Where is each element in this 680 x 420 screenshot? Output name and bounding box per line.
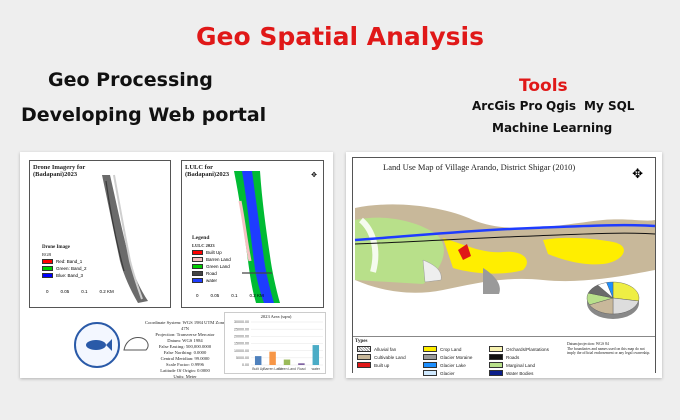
legend-item (423, 346, 489, 352)
legend-grid (357, 346, 555, 376)
area-bar-chart (224, 312, 326, 374)
coordinate-info (144, 320, 226, 380)
scale-tick: 0.2 KM (249, 293, 264, 298)
service-geo-processing: Geo Processing (48, 69, 213, 91)
legend-swatch (192, 264, 203, 269)
lulc-map (181, 160, 324, 308)
legend-swatch (489, 346, 503, 352)
drone-strip (30, 161, 172, 309)
coord-line: Coordinate System: WGS 1984 UTM Zone 47N (145, 320, 225, 331)
drone-imagery-map (29, 160, 171, 308)
legend-swatch (357, 354, 371, 360)
scale-tick: 0 (196, 293, 199, 298)
legend-swatch (357, 346, 371, 352)
bar (298, 363, 304, 365)
legend-label: Barren Land (206, 257, 231, 262)
legend-item (489, 354, 555, 360)
drone-scale-bar (46, 289, 114, 294)
y-tick-label: 25000.00 (234, 327, 249, 332)
lulc-legend (192, 235, 231, 285)
legend-row (192, 278, 231, 283)
legend-row (192, 257, 231, 262)
compass-icon: ✥ (311, 172, 317, 179)
legend-row (42, 273, 87, 278)
tool-machine-learning: Machine Learning (492, 121, 613, 135)
projection-note: Datum/projection: WGS 84 The boundaries and names used on this map do not imply the official endorsement or any legal ownership. (567, 342, 651, 356)
legend-label: Glacier (440, 370, 455, 376)
legend-label: Green: Band_2 (56, 266, 87, 271)
y-tick-label: 10000.00 (234, 348, 249, 353)
x-category-label: Built Up (252, 367, 265, 371)
lulc-scale-bar (196, 293, 264, 298)
drone-legend (42, 245, 87, 280)
land-use-legend (353, 336, 655, 376)
department-logo (74, 322, 120, 368)
legend-label: Blue: Band_3 (56, 273, 84, 278)
service-web-portal: Developing Web portal (21, 104, 267, 126)
lulc-legend-sub: LULC 2023 (192, 243, 215, 248)
bar (313, 345, 319, 365)
legend-swatch (42, 259, 53, 264)
legend-item (357, 346, 423, 352)
legend-label: Built Up (206, 250, 222, 255)
x-category-label: Barren Land (263, 367, 282, 371)
y-tick-label: 5000.00 (236, 356, 249, 361)
coord-line: Datum: WGS 1984 (167, 338, 203, 343)
legend-label: Alluvial fan (374, 346, 397, 352)
scale-tick: 0.1 (231, 293, 238, 298)
bar (255, 356, 261, 365)
legend-item (423, 370, 489, 376)
coord-line: False Easting: 500,000.0000 (158, 344, 212, 349)
legend-label: Roads (506, 354, 520, 360)
legend-item (489, 362, 555, 368)
legend-label: Glacier Lake (440, 362, 466, 368)
lulc-legend-title: Legend (192, 235, 210, 241)
bar (269, 352, 275, 365)
coord-line: Latitude Of Origin: 0.0000 (160, 368, 210, 373)
legend-swatch (192, 250, 203, 255)
legend-swatch (423, 346, 437, 352)
legend-swatch (489, 362, 503, 368)
scale-tick: 0.05 (210, 293, 220, 298)
legend-label: water (206, 278, 218, 283)
legend-item (489, 370, 555, 376)
drone-legend-title: Drone Image (42, 245, 70, 250)
legend-row (192, 271, 231, 276)
y-tick-label: 20000.00 (234, 334, 249, 339)
legend-row (192, 250, 231, 255)
legend-swatch (192, 278, 203, 283)
legend-swatch (357, 362, 371, 368)
y-tick-label: 0.00 (242, 363, 249, 368)
left-map-card (20, 152, 333, 378)
legend-swatch (423, 362, 437, 368)
legend-swatch (489, 354, 503, 360)
x-category-label: water (311, 367, 320, 371)
land-use-map-title: Land Use Map of Village Arando, District Shigar (2010) (383, 162, 576, 172)
legend-item (423, 354, 489, 360)
page-title: Geo Spatial Analysis (195, 22, 484, 51)
scale-tick: 0.1 (81, 289, 88, 294)
scale-tick: 0.2 KM (99, 289, 114, 294)
right-map-card (346, 152, 662, 378)
legend-item (423, 362, 489, 368)
tool-arcgis: ArcGis Pro (472, 99, 543, 113)
lulc-map-title: LULC for (Badapani)2023 (185, 164, 230, 178)
legend-row (42, 259, 87, 264)
legend-label: Crop Land (440, 346, 462, 352)
coord-line: Projection: Transverse Mercator (155, 332, 215, 337)
legend-item (489, 346, 555, 352)
legend-row (192, 264, 231, 269)
legend-label: Built up (374, 362, 390, 368)
north-arrow-icon: ✥ (632, 166, 643, 181)
legend-swatch (192, 271, 203, 276)
drone-map-title: Drone Imagery for (Badapani)2023 (33, 164, 86, 178)
scale-tick: 0 (46, 289, 49, 294)
legend-heading: Types (355, 339, 368, 344)
chart-title: 2023 Area (sqm) (260, 314, 292, 319)
x-category-label: Green Land (278, 367, 296, 371)
legend-item (357, 354, 423, 360)
legend-row (42, 266, 87, 271)
x-category-label: Road (297, 367, 306, 371)
coord-line: False Northing: 0.0000 (163, 350, 207, 355)
legend-label: Road (206, 271, 217, 276)
bar-chart-svg (225, 313, 327, 375)
legend-swatch (489, 370, 503, 376)
legend-swatch (192, 257, 203, 262)
y-tick-label: 15000.00 (234, 341, 249, 346)
pie-slice (613, 282, 639, 301)
legend-label: Orchards/Plantations (506, 346, 549, 352)
legend-swatch (423, 354, 437, 360)
scale-tick: 0.05 (60, 289, 70, 294)
legend-swatch (423, 370, 437, 376)
drone-legend-sub: RGB (42, 252, 52, 257)
legend-label: Marginal Land (506, 362, 536, 368)
legend-label: Red: Band_1 (56, 259, 83, 264)
bar (284, 360, 290, 365)
legend-label: Glacier Moraine (440, 354, 473, 360)
legend-swatch (42, 266, 53, 271)
land-use-pie (573, 270, 653, 330)
coord-line: Central Meridian: 99.0000 (160, 356, 210, 361)
legend-item (357, 362, 423, 368)
legend-label: Cultivable Land (374, 354, 406, 360)
y-tick-label: 30000.00 (234, 320, 249, 325)
coord-line: Scale Factor: 0.9996 (166, 362, 204, 367)
coord-line: Units: Meter (173, 374, 197, 379)
fish-icon (82, 335, 112, 355)
tools-heading: Tools (519, 76, 568, 96)
legend-label: Green Land (206, 264, 230, 269)
tool-qgis: Qgis (546, 99, 577, 113)
tool-mysql: My SQL (584, 99, 635, 113)
legend-label: Water Bodies (506, 370, 534, 376)
legend-swatch (42, 273, 53, 278)
